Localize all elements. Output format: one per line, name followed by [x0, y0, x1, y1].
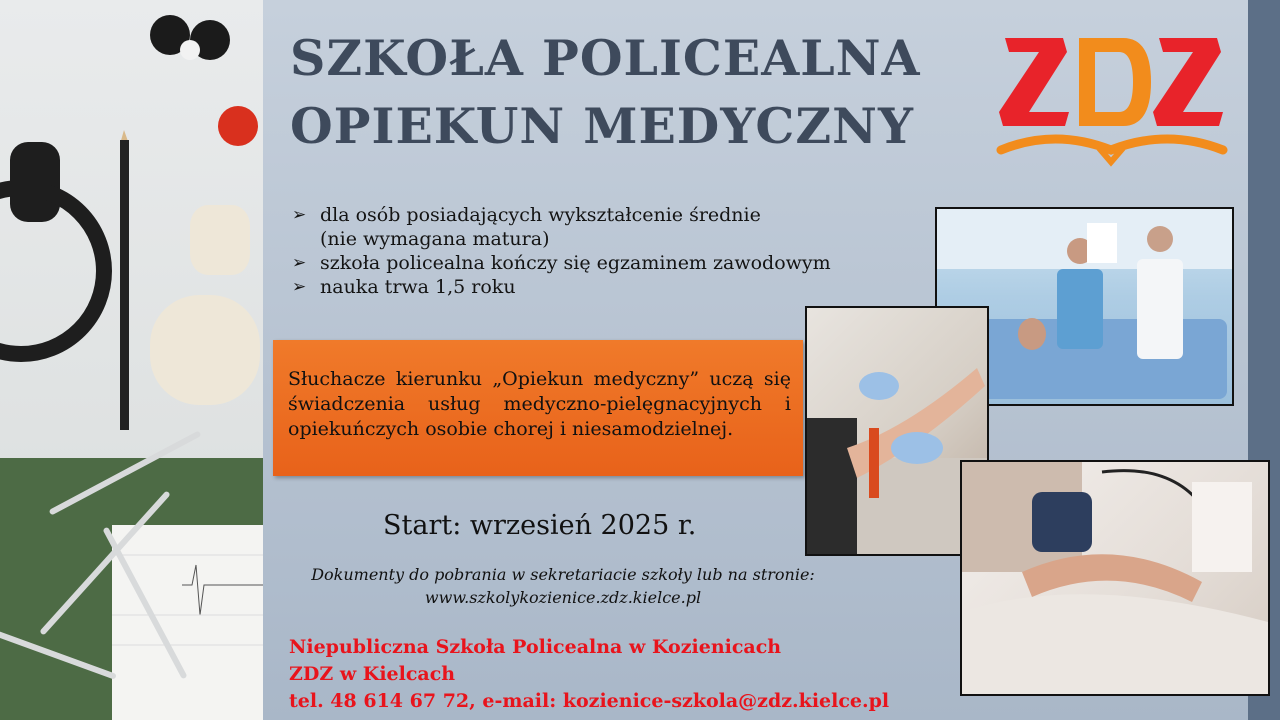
skeleton-pelvis-model: [150, 295, 260, 405]
start-date: Start: wrzesień 2025 r.: [383, 510, 697, 541]
phone-email[interactable]: tel. 48 614 67 72, e-mail: kozienice-szkola@zdz.kielce.pl: [289, 690, 890, 712]
blood-pressure-photo: [960, 460, 1270, 696]
ecg-paper: [112, 525, 263, 720]
ecg-trace-icon: [112, 525, 263, 720]
arrow-bullet-icon: ➢: [292, 277, 307, 297]
organization-name: ZDZ w Kielcach: [289, 663, 456, 685]
documents-text: Dokumenty do pobrania w sekretariacie szkoły lub na stronie:: [311, 565, 815, 584]
bullet-text: nauka trwa 1,5 roku: [320, 276, 516, 298]
bullet-text: dla osób posiadających wykształcenie średnie: [320, 204, 761, 226]
molecule-ball-red: [218, 106, 258, 146]
decorative-medical-desk-photo: [0, 0, 263, 720]
website-link[interactable]: www.szkolykozienice.zdz.kielce.pl: [424, 588, 702, 607]
zdz-logo: [995, 28, 1231, 170]
page-title: [290, 24, 1010, 160]
title-line-1: SZKOŁA POLICEALNA: [290, 29, 921, 87]
course-description-text: Słuchacze kierunku „Opiekun medyczny” uczą się świadczenia usług medyczno-pielęgnacyjnych i opiekuńczych osobie chorej i niesamodzielnej.: [288, 368, 791, 440]
bullet-text-continued: (nie wymagana matura): [320, 228, 550, 250]
list-item: [292, 275, 892, 299]
features-list: [292, 203, 892, 299]
arrow-bullet-icon: ➢: [292, 205, 307, 225]
course-description-box: [273, 340, 803, 476]
blood-pressure-scene-icon: [962, 462, 1268, 694]
skeleton-hand-model: [190, 205, 250, 275]
list-item: [292, 203, 892, 251]
molecule-ball-white: [180, 40, 200, 60]
school-name: Niepubliczna Szkoła Policealna w Kozienicach: [289, 636, 782, 658]
contact-info: [289, 634, 989, 715]
arrow-bullet-icon: ➢: [292, 253, 307, 273]
magnifier-icon: [0, 180, 112, 362]
documents-info: [278, 563, 848, 609]
bullet-text: szkoła policealna kończy się egzaminem zawodowym: [320, 252, 831, 274]
pencil-icon: [120, 140, 129, 430]
title-line-2: OPIEKUN MEDYCZNY: [290, 97, 914, 155]
list-item: [292, 251, 892, 275]
zdz-logo-icon: [995, 28, 1231, 170]
